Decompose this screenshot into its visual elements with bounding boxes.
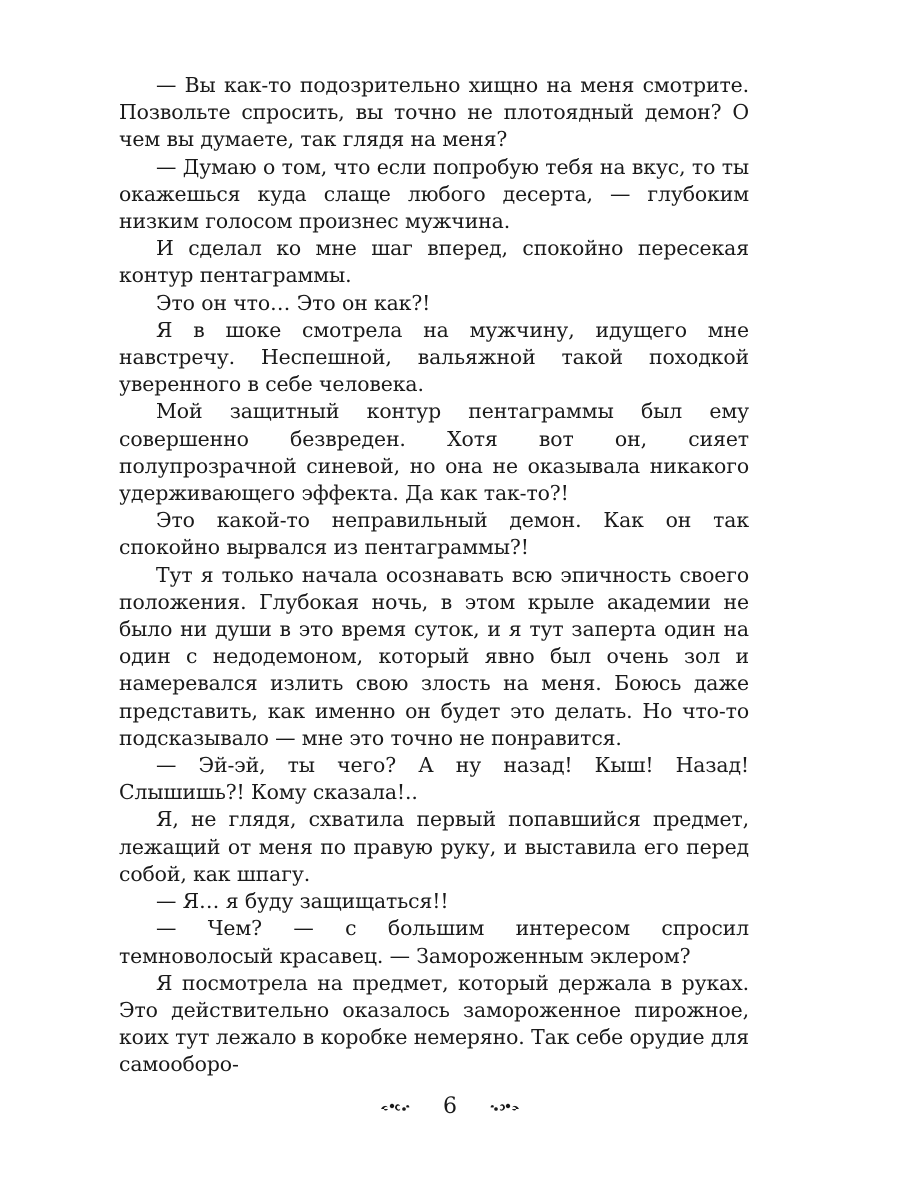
page-body [119, 72, 749, 1079]
paragraph: — Эй-эй, ты чего? А ну назад! Кыш! Назад! Слышишь?! Кому сказала!.. [119, 753, 749, 805]
paragraph: — Вы как-то подозрительно хищно на меня смотрите. Позвольте спросить, вы точно не плотоядный демон? О чем вы думаете, так глядя на меня? [119, 73, 749, 152]
paragraph: И сделал ко мне шаг вперед, спокойно пересекая контур пентаграммы. [119, 236, 749, 288]
paragraph: Я посмотрела на предмет, который держала в руках. Это действительно оказалось замороженное пирожное, коих тут лежало в коробке немеряно. Так себе орудие для самооборо- [119, 970, 749, 1077]
paragraph: — Чем? — с большим интересом спросил темноволосый красавец. — Замороженным эклером? [119, 916, 749, 968]
floral-ornament-icon [379, 1100, 411, 1114]
page-number: 6 [443, 1094, 457, 1119]
paragraph: — Я… я буду защищаться!! [156, 889, 449, 914]
page-footer [0, 1094, 900, 1119]
paragraph: Это он что… Это он как?! [156, 290, 431, 315]
paragraph: Я, не глядя, схватила первый попавшийся предмет, лежащий от меня по правую руку, и выставила его перед собой, как шпагу. [119, 807, 749, 886]
paragraph: Я в шоке смотрела на мужчину, идущего мне навстречу. Неспешной, вальяжной такой походкой уверенного в себе человека. [119, 317, 749, 397]
paragraph: — Думаю о том, что если попробую тебя на вкус, то ты окажешься куда слаще любого десерта, — глубоким низким голосом произнес мужчина. [119, 154, 749, 234]
floral-ornament-icon [489, 1100, 521, 1114]
paragraph: Тут я только начала осознавать всю эпичность своего положения. Глубокая ночь, в этом крыле академии не было ни души в это время суток, и я тут заперта один на один с недодемоном, который явно был очень зол и намеревался излить свою злость на меня. Боюсь даже представить, как именно он будет это делать. Но что-то подсказывало — мне это точно не понравится. [119, 562, 749, 750]
paragraph: Это какой-то неправильный демон. Как он так спокойно вырвался из пентаграммы?! [119, 508, 749, 560]
paragraph: Мой защитный контур пентаграммы был ему совершенно безвреден. Хотя вот он, сияет полупрозрачной синевой, но она не оказывала никакого удерживающего эффекта. Да как так-то?! [119, 399, 749, 506]
